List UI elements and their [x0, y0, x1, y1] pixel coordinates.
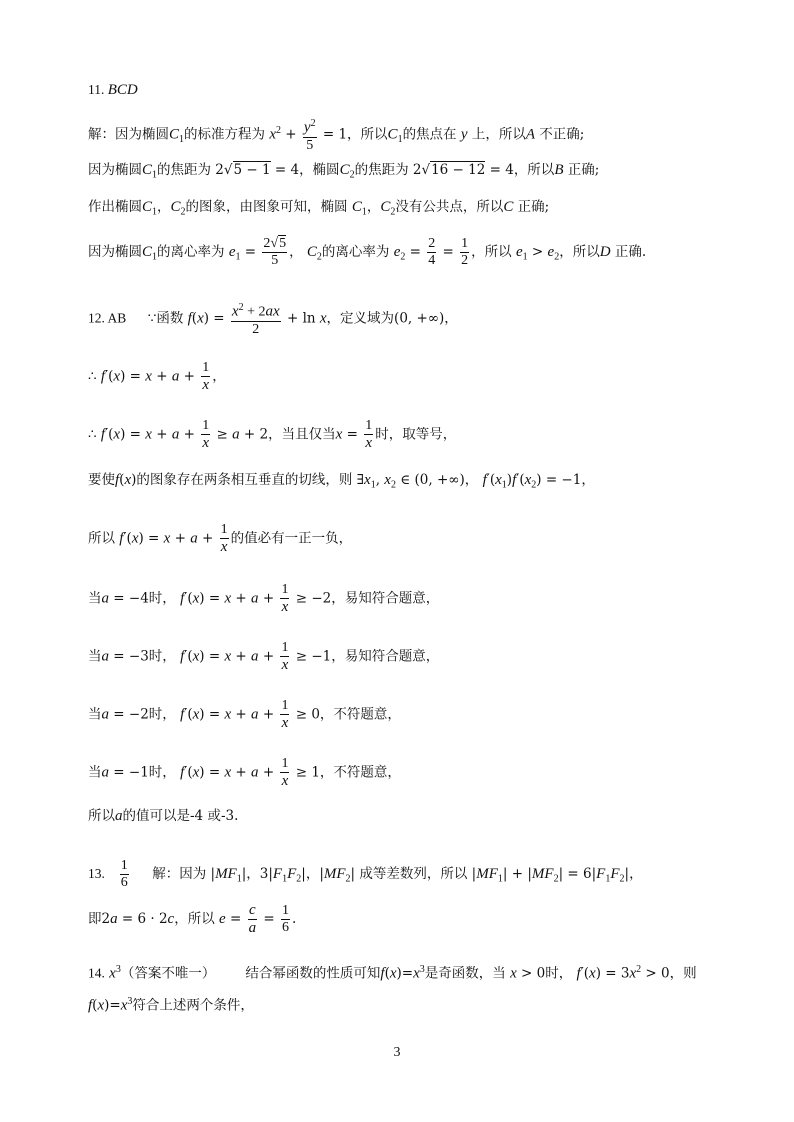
q12-line1: 12. AB ∵函数 f(x) = $\frac{x^2 + 2ax}{2}$ + ln x，定义域为(0, +∞)，	[88, 302, 458, 337]
q14-line2: $f(x)=x^3$符合上述两个条件，	[88, 996, 254, 1014]
q11-header: 11. BCD	[88, 82, 138, 98]
q13-line2: 即2a = 6 · 2c，所以 e = $\frac{c}{a}$ = $\frac{1}{6}$ .	[88, 902, 297, 936]
q11-line2: 因为椭圆$C_1$的焦距为 2√5 − 1 = 4，椭圆$C_2$的焦距为 2√16 − 12 = 4，所以B 正确;	[88, 162, 600, 181]
q12-line3: ∴ f′(x) = x + a + $\frac{1}{x}$ ≥ a + 2，当且仅当x = $\frac{1}{x}$ 时，取等号，	[88, 418, 457, 451]
q13-line1: 13. $\frac{1}{6}$ 解：因为 $|MF_1|$，$3|F_1F_2|$，$|MF_2|$ 成等差数列，所以 $|MF_1| + |MF_2| = 6|F_1F_2|$，	[88, 858, 643, 890]
q12-case-minus1: 当a = −1时， f′(x) = x + a + $\frac{1}{x}$ ≥ 1，不符题意，	[88, 756, 401, 789]
page-number: 3	[393, 1045, 401, 1060]
q12-case-minus2: 当a = −2时， f′(x) = x + a + $\frac{1}{x}$ ≥ 0，不符题意，	[88, 698, 401, 731]
q12-line5: 所以 f′(x) = x + a + $\frac{1}{x}$ 的值必有一正一负，	[88, 522, 353, 555]
q14-line1: 14. $x^3$（答案不唯一） 结合幂函数的性质可知$f(x)=x^3$是奇函数，当 x > 0时， $f'(x) = 3x^2 > 0$，则	[88, 964, 697, 982]
q12-case-minus3: 当a = −3时， f′(x) = x + a + $\frac{1}{x}$ ≥ −1，易知符合题意，	[88, 640, 440, 673]
q11-line1: 解：因为椭圆$C_1$的标准方程为 $x^2$ + $\frac{y^2}{5}$ = 1，所以$C_1$的焦点在 y 上，所以A 不正确;	[88, 118, 585, 153]
q11-line3: 作出椭圆$C_1$，$C_2$的图象，由图象可知，椭圆 $C_1$，$C_2$没有公共点，所以C 正确;	[88, 199, 550, 218]
q12-line4: 要使f(x)的图象存在两条相互垂直的切线，则 $\exists x_1$, $x_2$ ∈ (0, +∞)， $f'(x_1)f'(x_2) = -1$，	[88, 472, 595, 491]
q12-conclusion: 所以a的值可以是-4 或-3.	[88, 808, 239, 824]
q12-line2: ∴ f′(x) = x + a + $\frac{1}{x}$ ，	[88, 360, 226, 393]
q11-line4: 因为椭圆$C_1$的离心率为 $e_1$ = $\frac{2√5}{5}$ ， $C_2$的离心率为 $e_2$ = $\frac{2}{4}$ = $\frac{1}{2}$ ，所以 $e_1 > e_2$，所以D 正确.	[88, 236, 647, 268]
q12-case-minus4: 当a = −4时， f′(x) = x + a + $\frac{1}{x}$ ≥ −2，易知符合题意，	[88, 582, 440, 615]
